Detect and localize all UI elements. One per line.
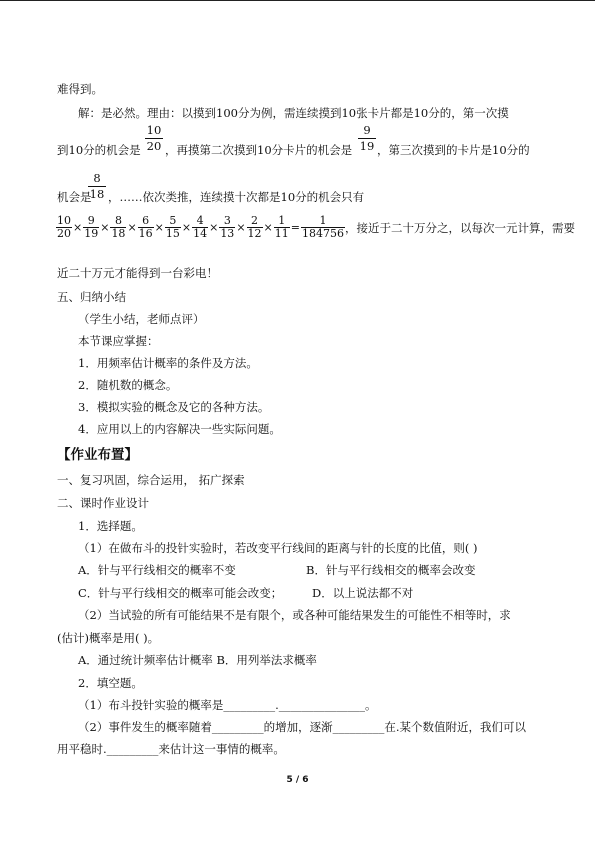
product-fraction: $\frac{9}{19}$ [84, 214, 99, 240]
option: C．针与平行线相交的概率可能会改变； [78, 586, 283, 600]
paragraph-tail: ，接近于二十万分之，以每次一元计算，需要 [344, 220, 575, 235]
option: D．以上说法都不对 [312, 586, 414, 600]
list-item: 3．模拟实验的概念及它的各种方法。 [78, 400, 270, 414]
paragraph: （学生小结，老师点评） [78, 312, 205, 326]
question: （2）事件发生的概率随着_________的增加，逐渐_________在.某个数值附近，我们可以 [78, 720, 526, 734]
paragraph: 难得到。 [57, 82, 103, 96]
paragraph: 二、课时作业设计 [57, 496, 149, 510]
section-heading: 五、归纳小结 [57, 290, 126, 304]
times-sign: × [209, 221, 219, 234]
page-number: 5 / 6 [286, 775, 309, 785]
question: （1）在做布斗的投针实验时，若改变平行线间的距离与针的长度的比值，则( ) [78, 541, 478, 555]
fraction [358, 124, 376, 153]
question: （1）布斗投针实验的概率是_________._______________。 [78, 698, 377, 712]
list-item: 4．应用以上的内容解决一些实际问题。 [78, 422, 281, 436]
times-sign: × [127, 221, 137, 234]
product-fraction: $\frac{3}{13}$ [220, 214, 235, 240]
product-fraction: $\frac{6}{16}$ [138, 214, 153, 240]
homework-title: 【作业布置】 [57, 447, 138, 463]
probability-product-equation [56, 215, 575, 240]
product-fraction: $\frac{10}{20}$ [57, 214, 71, 240]
fraction-numerator: 10 [146, 123, 162, 137]
times-sign: × [181, 221, 192, 234]
question-heading: 1．选择题。 [78, 519, 143, 533]
paragraph: ，……依次类推，连续摸十次都是10分的机会只有 [108, 190, 365, 204]
result-fraction: $\frac{1}{184756}$ [301, 214, 344, 240]
fraction [145, 124, 163, 153]
times-sign: × [73, 221, 83, 234]
times-sign: × [263, 221, 273, 234]
option: A．针与平行线相交的概率不变 [78, 563, 236, 577]
paragraph: 一、复习巩固，综合运用， 拓广探索 [57, 473, 245, 487]
product-fraction: $\frac{2}{12}$ [247, 214, 262, 240]
paragraph: 机会是 [57, 190, 92, 204]
fraction-denominator: 20 [146, 139, 162, 153]
product-fraction: $\frac{4}{14}$ [193, 214, 208, 240]
equals-sign: = [290, 221, 300, 234]
fraction-numerator: 9 [363, 123, 371, 137]
product-fraction: $\frac{5}{15}$ [165, 214, 180, 240]
list-item: 1．用频率估计概率的条件及方法。 [78, 356, 258, 370]
question-heading: 2．填空题。 [78, 676, 143, 690]
list-item: 2．随机数的概念。 [78, 378, 178, 392]
fraction-denominator: 18 [89, 187, 105, 201]
fraction-denominator: 19 [359, 139, 375, 153]
paragraph: 近二十万元才能得到一台彩电！ [57, 266, 218, 280]
paragraph: ，第三次摸到的卡片是10分的 [377, 143, 530, 157]
product-fraction: $\frac{1}{11}$ [274, 214, 289, 240]
times-sign: × [100, 221, 110, 234]
question: 用平稳时._________来估计这一事情的概率。 [57, 742, 285, 756]
fraction-numerator: 8 [93, 171, 101, 185]
paragraph: 到10分的机会是 [57, 143, 141, 157]
question: （2）当试验的所有可能结果不是有限个，或各种可能结果发生的可能性不相等时，求 [78, 608, 511, 622]
question: (估计)概率是用( )。 [57, 631, 160, 645]
header-rule [0, 0, 595, 1]
product-fraction: $\frac{8}{18}$ [111, 214, 126, 240]
option: B．针与平行线相交的概率会改变 [306, 563, 476, 577]
paragraph: 本节课应掌握： [78, 334, 159, 348]
times-sign: × [154, 221, 164, 234]
paragraph: ，再摸第二次摸到10分卡片的机会是 [165, 143, 353, 157]
times-sign: × [236, 221, 246, 234]
paragraph: 解：是必然。理由：以摸到100分为例，需连续摸到10张卡片都是10分的，第一次摸 [78, 106, 509, 120]
option: A．通过统计频率估计概率 B．用列举法求概率 [78, 653, 317, 667]
